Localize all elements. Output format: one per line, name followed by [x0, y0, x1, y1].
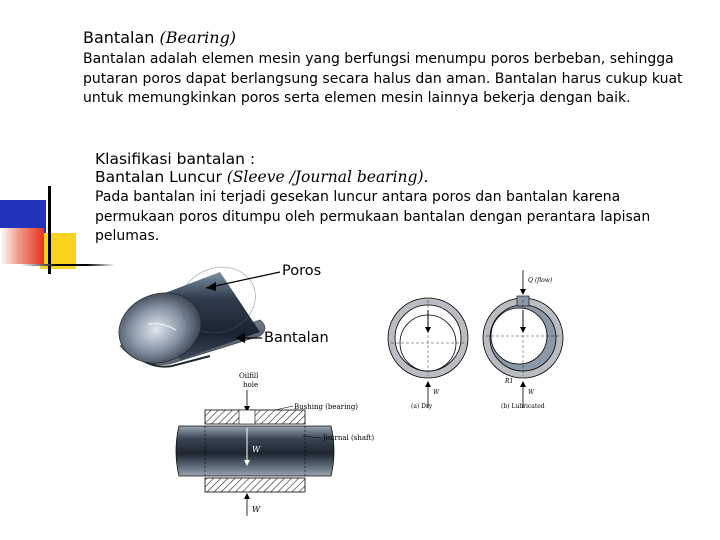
lubricated-w-label: W — [528, 389, 535, 396]
shaft-bearing-illustration — [110, 258, 380, 373]
r1-label: R1 — [505, 378, 514, 385]
deco-horizontal-line — [20, 264, 115, 266]
deco-vertical-line — [48, 186, 51, 274]
sleeve-bearing-paragraph: Pada bantalan ini terjadi gesekan luncur antara poros dan bantalan karena permukaan poros ditumpu oleh permukaan bantalan dengan perantara lapisan pelumas. — [95, 189, 651, 244]
dry-w-label: W — [433, 389, 440, 396]
bantalan-label: Bantalan — [264, 330, 329, 346]
bushing-label: Bushing (bearing) — [294, 403, 359, 411]
lubricated-caption: (b) Lubricated — [501, 403, 545, 410]
flow-label: Q (flow) — [528, 277, 553, 284]
dry-lubricated-ring-diagram — [383, 258, 568, 420]
hole-label: hole — [243, 381, 259, 389]
load-w-bottom: W — [252, 505, 261, 514]
journal-label: Journal (shaft) — [323, 434, 375, 442]
journal-bearing-section-diagram — [175, 368, 385, 518]
page-title: Bantalan (Bearing) — [83, 28, 237, 47]
load-w-top: W — [252, 445, 261, 454]
poros-label: Poros — [282, 263, 322, 279]
classification-title: Klasifikasi bantalan : — [95, 150, 256, 168]
intro-paragraph: Bantalan adalah elemen mesin yang berfungsi menumpu poros berbeban, sehingga putaran poros dapat berlangsung secara halus dan aman. Bantalan harus cukup kuat untuk memungkinkan poros serta elemen mesin lainnya bekerja dengan baik. — [83, 51, 683, 106]
bearing-type-heading: Bantalan Luncur (Sleeve /Journal bearing). — [95, 168, 429, 186]
deco-red-square — [0, 228, 44, 264]
oilfill-label: Oilfill — [239, 372, 259, 380]
dry-caption: (a) Dry — [411, 403, 433, 410]
